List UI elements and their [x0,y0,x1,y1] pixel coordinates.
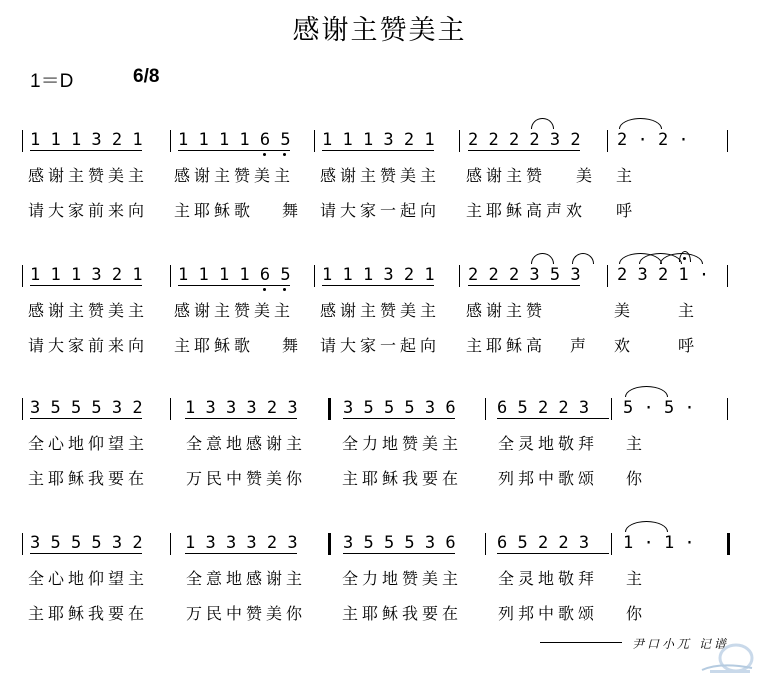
time-signature: 6/8 [133,66,160,87]
lyric-segment: 请大家一起向 [320,336,441,355]
tie-slur [625,386,668,397]
lyric-segment: 请大家前来向 [28,201,149,220]
barline [328,533,331,555]
lyric-segment: 感谢主赞美主 [28,301,149,320]
lyric-segment: 全意地感谢主 [186,569,307,588]
lyric-segment: 全心地仰望主 [28,434,149,453]
lyric-segment: 主 [616,166,637,185]
lyric-segment: 主耶稣歌 [174,336,255,355]
lyric-segment: 全灵地敬拜 [498,569,599,588]
watermark-logo [700,640,754,676]
lyric-segment: 美 [614,301,635,320]
lyric-segment: 请大家一起向 [320,201,441,220]
barline [170,265,171,287]
key-signature: 1＝D [30,71,74,92]
jianpu-notes: 3 5 5 5 3 2 [30,533,143,553]
lyric-segment: 欢 [614,336,635,355]
jianpu-notes: 3 5 5 5 3 6 [343,398,456,418]
lyric-segment: 请大家前来向 [28,336,149,355]
barline [607,130,608,152]
tie-slur [572,253,594,264]
jianpu-notes: 1 1 1 1 6 5 [178,265,291,285]
barline [727,533,730,555]
barline [22,130,23,152]
staff-system [0,130,759,240]
lyric-segment: 呼 [678,336,699,355]
lyric-segment: 万民中赞美你 [186,604,307,623]
jianpu-notes: 1 1 1 3 2 1 [30,265,143,285]
barline [22,533,23,555]
beam-underline [497,553,609,554]
lyric-segment: 你 [626,469,647,488]
octave-dot-below [263,153,266,156]
beam-underline [322,150,434,151]
octave-dot-below [283,288,286,291]
lyric-segment: 感谢主赞美主 [174,166,295,185]
lyric-segment: 全意地感谢主 [186,434,307,453]
lyric-segment: 主耶稣我要在 [342,604,463,623]
barline [22,265,23,287]
lyric-segment: 主 [626,434,647,453]
barline [459,265,460,287]
lyric-segment: 列邦中歌颂 [498,469,599,488]
lyric-segment: 感谢主赞美主 [320,166,441,185]
lyric-segment: 舞 [282,336,303,355]
lyric-segment: 感谢主赞美主 [320,301,441,320]
lyric-segment: 主耶稣高 [466,336,547,355]
octave-dot-below [263,288,266,291]
barline [170,398,171,420]
jianpu-notes: 3 5 5 5 3 6 [343,533,456,553]
lyric-segment: 美 [576,166,597,185]
jianpu-notes: 2 3 2 1 · [617,265,710,285]
jianpu-notes: 1 3 3 3 2 3 [185,533,298,553]
lyric-segment: 全力地赞美主 [342,434,463,453]
transcriber-signature: 尹口小兀 记谱 [632,637,729,651]
lyric-segment: 主耶稣歌 [174,201,255,220]
barline [170,130,171,152]
barline [22,398,23,420]
signature-rule [540,642,622,643]
lyric-segment: 你 [626,604,647,623]
lyric-segment: 全心地仰望主 [28,569,149,588]
jianpu-notes: 6 5 2 2 3 [497,533,590,553]
lyric-segment: 主耶稣我要在 [28,604,149,623]
jianpu-notes: 1 1 1 3 2 1 [322,130,435,150]
lyric-segment: 主耶稣我要在 [342,469,463,488]
beam-underline [30,553,142,554]
staff-system [0,533,759,643]
barline [727,130,728,152]
lyric-segment: 主 [678,301,699,320]
jianpu-notes: 1 1 1 3 2 1 [30,130,143,150]
jianpu-notes: 6 5 2 2 3 [497,398,590,418]
lyric-segment: 列邦中歌颂 [498,604,599,623]
octave-dot-below [283,153,286,156]
barline [727,398,728,420]
beam-underline [178,150,290,151]
barline [611,398,612,420]
jianpu-notes: 3 5 5 5 3 2 [30,398,143,418]
jianpu-notes: 2 2 2 3 5 3 [468,265,581,285]
staff-system [0,398,759,508]
jianpu-notes: 2 · 2 · [617,130,689,150]
barline [459,130,460,152]
lyric-segment: 舞 [282,201,303,220]
jianpu-notes: 5 · 5 · [623,398,695,418]
barline [485,398,486,420]
tie-slur [531,118,553,129]
beam-underline [185,418,297,419]
lyric-segment: 声 [570,336,591,355]
lyric-segment: 全力地赞美主 [342,569,463,588]
barline [314,265,315,287]
lyric-segment: 感谢主赞 [466,301,547,320]
staff-system [0,265,759,375]
jianpu-notes: 1 3 3 3 2 3 [185,398,298,418]
beam-underline [468,150,580,151]
beam-underline [343,418,455,419]
beam-underline [185,553,297,554]
lyric-segment: 感谢主赞美主 [174,301,295,320]
lyric-segment: 全灵地敬拜 [498,434,599,453]
tie-slur [531,253,553,264]
song-title: 感谢主赞美主 [292,15,467,46]
barline [485,533,486,555]
tie-slur [625,521,668,532]
lyric-segment: 主耶稣高声欢 [466,201,587,220]
beam-underline [322,285,434,286]
lyric-segment: 感谢主赞美主 [28,166,149,185]
barline [611,533,612,555]
barline [170,533,171,555]
lyric-segment: 主 [626,569,647,588]
jianpu-notes: 1 1 1 1 6 5 [178,130,291,150]
lyric-segment: 呼 [616,201,637,220]
jianpu-notes: 2 2 2 2 3 2 [468,130,581,150]
jianpu-notes: 1 · 1 · [623,533,695,553]
barline [727,265,728,287]
tie-slur [619,118,662,129]
lyric-segment: 万民中赞美你 [186,469,307,488]
jianpu-notes: 1 1 1 3 2 1 [322,265,435,285]
beam-underline [30,285,142,286]
beam-underline [30,418,142,419]
beam-underline [178,285,290,286]
barline [607,265,608,287]
lyric-segment: 感谢主赞 [466,166,547,185]
beam-underline [343,553,455,554]
lyric-segment: 主耶稣我要在 [28,469,149,488]
barline [314,130,315,152]
beam-underline [30,150,142,151]
beam-underline [497,418,609,419]
beam-underline [468,285,580,286]
barline [328,398,331,420]
